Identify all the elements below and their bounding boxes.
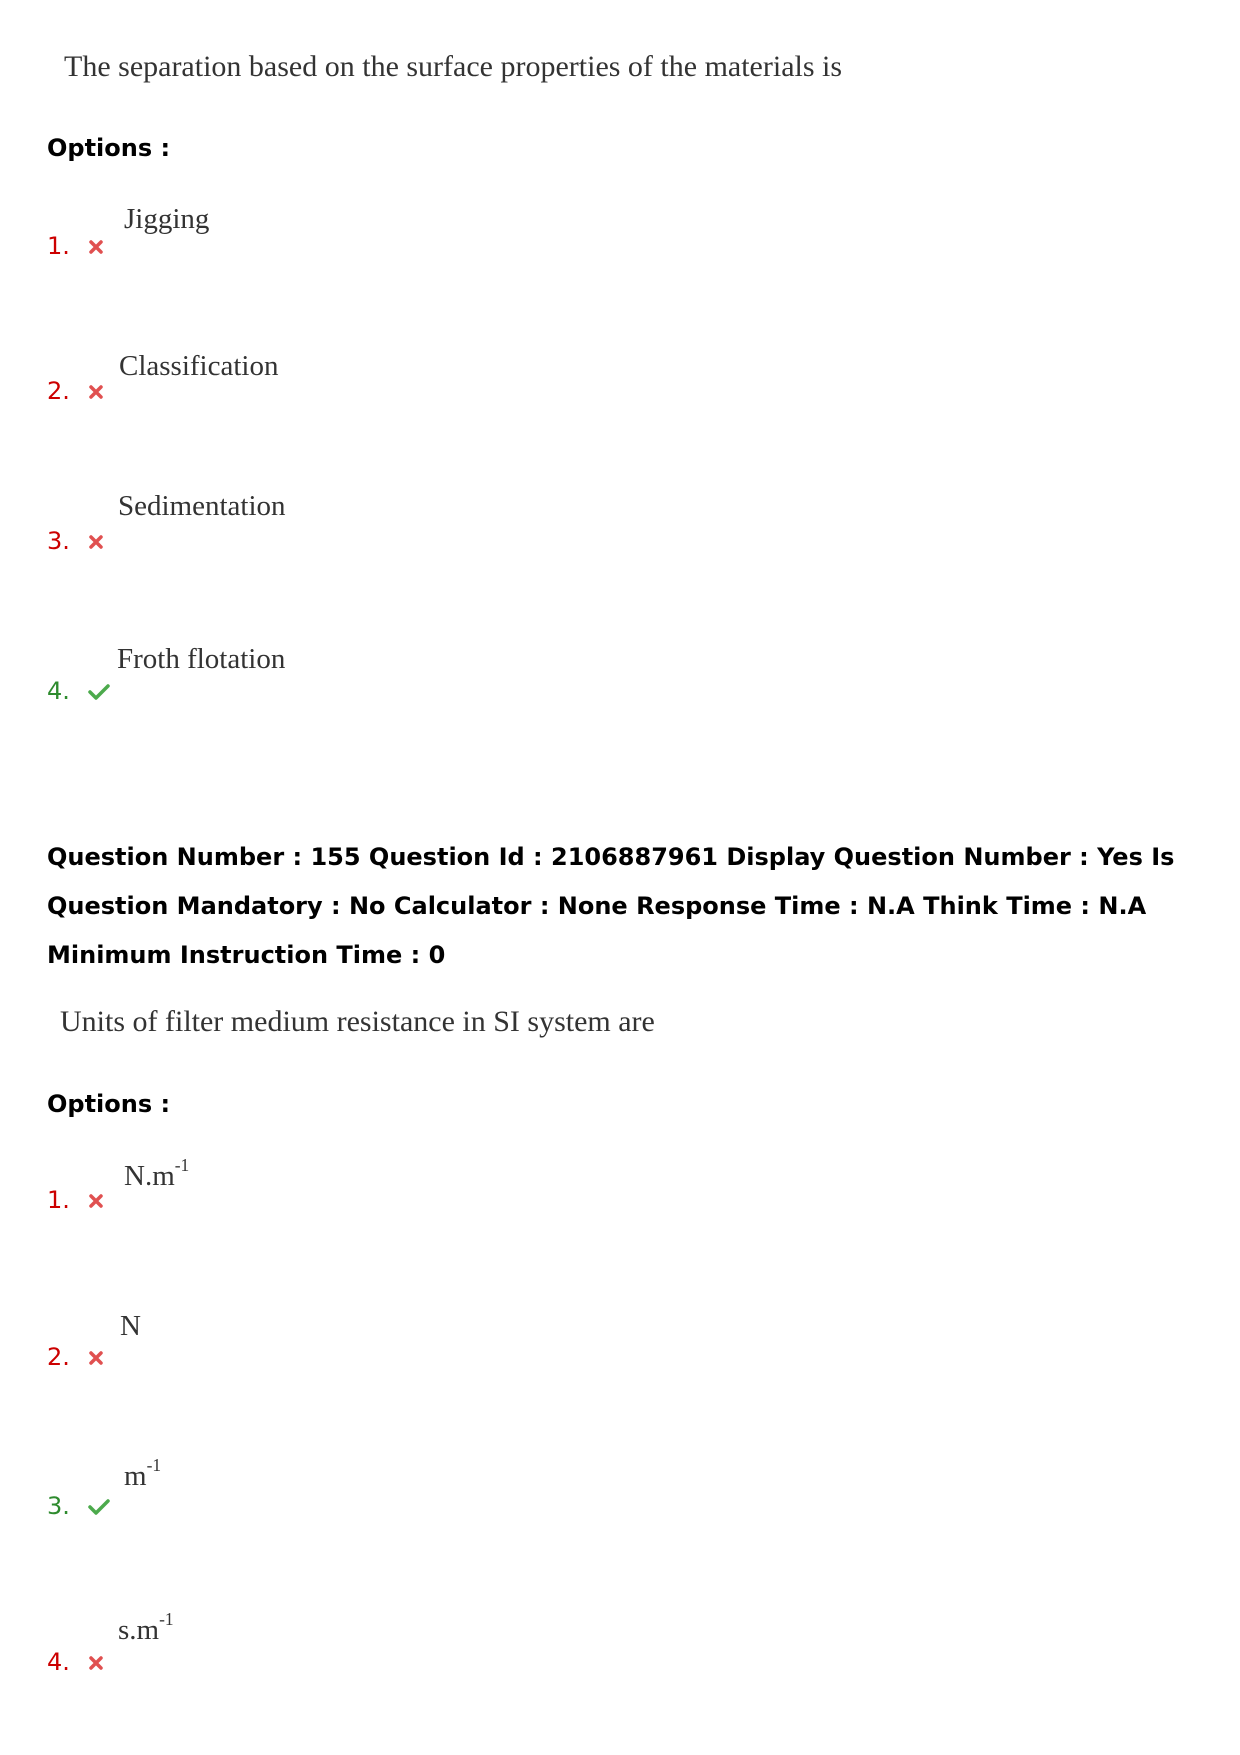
option-1-text: $N.m^{-1}$ xyxy=(124,1155,190,1192)
option-3-number: 3. xyxy=(47,1492,110,1520)
cross-icon xyxy=(88,1350,104,1366)
options-heading: Options : xyxy=(47,134,171,162)
cross-icon xyxy=(88,1193,104,1209)
option-2-text: N xyxy=(120,1310,141,1342)
question-text: The separation based on the surface properties of the materials is xyxy=(64,50,843,83)
question-meta: Question Number : 155 Question Id : 2106887961 Display Question Number : Yes Is Question Mandatory : No Calculator : None Response Time : N.A Think Time : N.A Minimum Instruction Time : 0 xyxy=(47,843,1175,969)
option-1-text: Jigging xyxy=(124,203,210,235)
option-4-text: $s.m^{-1}$ xyxy=(118,1609,174,1646)
options-heading: Options : xyxy=(47,1090,171,1118)
check-icon xyxy=(88,683,110,701)
option-1-number: 1. xyxy=(47,232,104,260)
cross-icon xyxy=(88,384,104,400)
question-text: Units of filter medium resistance in SI system are xyxy=(60,1005,655,1038)
option-2-number: 2. xyxy=(47,1343,104,1371)
cross-icon xyxy=(88,534,104,550)
cross-icon xyxy=(88,1655,104,1671)
option-3-text: Sedimentation xyxy=(118,490,286,522)
option-1-number: 1. xyxy=(47,1186,104,1214)
option-4-text: Froth flotation xyxy=(117,643,286,675)
option-2-number: 2. xyxy=(47,377,104,405)
option-2-text: Classification xyxy=(119,350,279,382)
option-4-number: 4. xyxy=(47,677,110,705)
cross-icon xyxy=(88,239,104,255)
option-3-text: $m^{-1}$ xyxy=(124,1455,162,1492)
option-4-number: 4. xyxy=(47,1648,104,1676)
option-3-number: 3. xyxy=(47,527,104,555)
check-icon xyxy=(88,1498,110,1516)
